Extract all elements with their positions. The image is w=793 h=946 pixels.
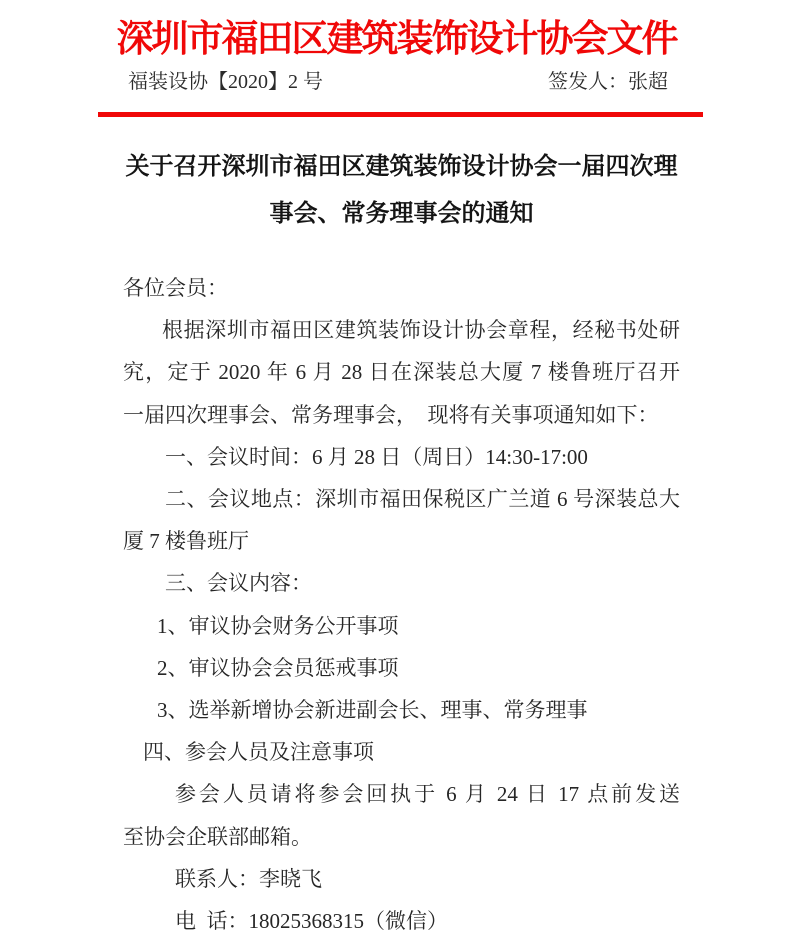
paragraph bbox=[123, 436, 680, 478]
text-line: 至协会企联部邮箱。 bbox=[123, 824, 312, 849]
text-line: 三、会议内容： bbox=[165, 571, 312, 596]
paragraph bbox=[123, 605, 680, 647]
text-line: 1、审议协会财务公开事项 bbox=[157, 613, 399, 638]
paragraph bbox=[123, 309, 680, 436]
doc-number-row bbox=[128, 68, 668, 96]
text-line: 电 话：18025368315（微信） bbox=[175, 909, 448, 934]
text-line: 二、会议地点：深圳市福田保税区广兰道 6 号深装总大 bbox=[165, 487, 680, 512]
text-line: 参会人员请将参会回执于 6 月 24 日 17 点前发送 bbox=[175, 782, 680, 807]
text-line: 根据深圳市福田区建筑装饰设计协会章程，经秘书处研 bbox=[162, 318, 680, 343]
text-line: 四、参会人员及注意事项 bbox=[143, 740, 374, 765]
text-line: 一届四次理事会、常务理事会， 现将有关事项通知如下： bbox=[123, 402, 659, 427]
issuer-label: 签发人：张超 bbox=[548, 71, 668, 93]
text-line: 2、审议协会会员惩戒事项 bbox=[157, 655, 399, 680]
paragraph bbox=[123, 858, 680, 900]
paragraph bbox=[123, 689, 680, 731]
paragraph bbox=[123, 900, 680, 942]
red-rule-divider bbox=[98, 112, 703, 117]
paragraph bbox=[123, 731, 680, 773]
paragraph bbox=[123, 647, 680, 689]
notice-body bbox=[123, 267, 680, 942]
paragraph bbox=[123, 267, 680, 309]
text-line: 厦 7 楼鲁班厅 bbox=[123, 529, 249, 554]
paragraph bbox=[123, 562, 680, 604]
text-line: 究，定于 2020 年 6 月 28 日在深装总大厦 7 楼鲁班厅召开 bbox=[123, 360, 680, 385]
text-line: 联系人：李晓飞 bbox=[175, 866, 322, 891]
notice-title bbox=[123, 143, 680, 237]
text-line: 各位会员： bbox=[123, 276, 228, 300]
text-line: 一、会议时间：6 月 28 日（周日）14:30-17:00 bbox=[165, 444, 588, 469]
notice-title-line-2: 事会、常务理事会的通知 bbox=[269, 200, 534, 227]
text-line: 3、选举新增协会新进副会长、理事、常务理事 bbox=[157, 698, 588, 723]
paragraph bbox=[123, 773, 680, 857]
masthead-title: 深圳市福田区建筑装饰设计协会文件 bbox=[116, 19, 677, 60]
notice-title-line-1: 关于召开深圳市福田区建筑装饰设计协会一届四次理 bbox=[125, 153, 678, 180]
doc-number: 福装设协【2020】2 号 bbox=[128, 71, 323, 93]
paragraph bbox=[123, 478, 680, 562]
